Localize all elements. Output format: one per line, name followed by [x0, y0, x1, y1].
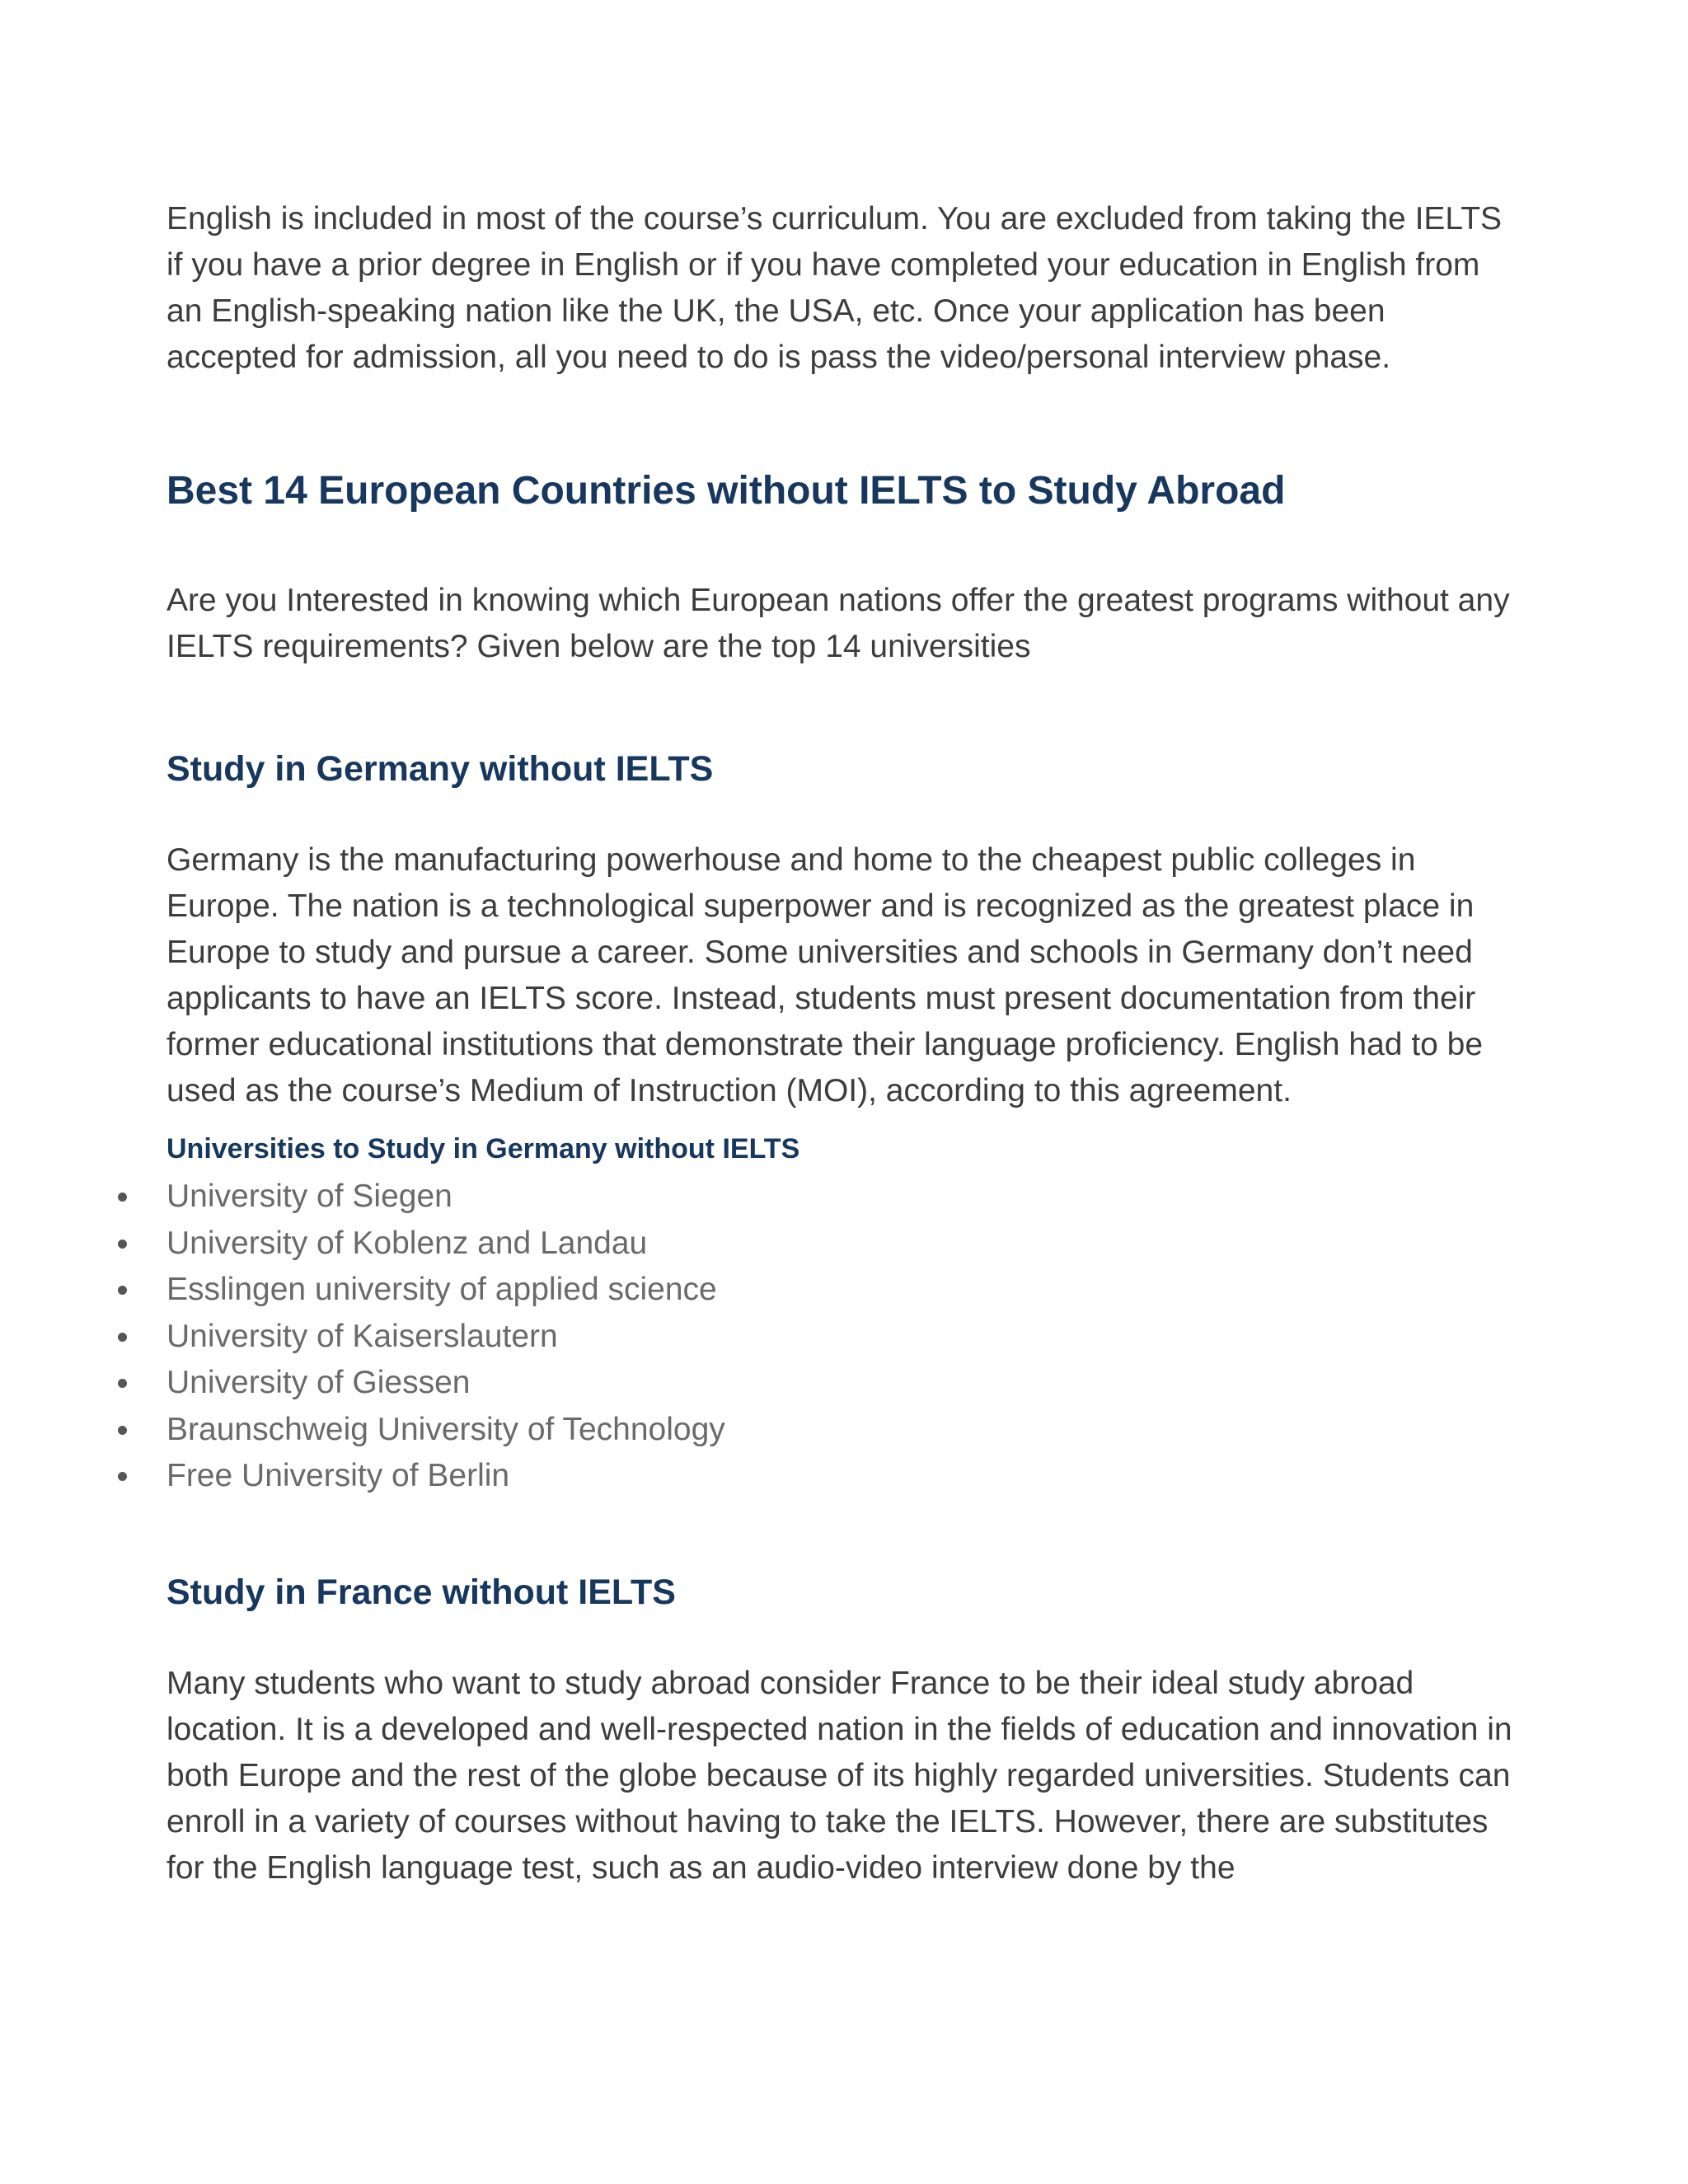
bullet-icon	[118, 1426, 127, 1435]
list-item	[166, 1267, 1518, 1314]
bullet-icon	[118, 1286, 127, 1295]
list-item-label: University of Koblenz and Landau	[166, 1225, 648, 1261]
main-heading: Best 14 European Countries without IELTS to Study Abroad	[166, 469, 1286, 513]
list-item	[166, 1221, 1518, 1268]
list-item	[166, 1407, 1518, 1454]
bullet-icon	[118, 1379, 127, 1388]
main-intro-paragraph: Are you Interested in knowing which European nations offer the greatest programs without any IELTS requirements? Given below are the top 14 universities	[166, 583, 1510, 664]
list-item-label: University of Giessen	[166, 1365, 471, 1400]
intro-paragraph: English is included in most of the course’s curriculum. You are excluded from taking the IELTS if you have a prior degree in English or if you have completed your education in English from an English-speaking nation like the UK, the USA, etc. Once your application has been accepted for admission, all you need to do is pass the video/personal interview phase.	[166, 201, 1503, 375]
germany-heading: Study in Germany without IELTS	[166, 749, 714, 789]
bullet-icon	[118, 1333, 127, 1342]
list-item	[166, 1453, 1518, 1500]
list-item	[166, 1360, 1518, 1407]
france-heading: Study in France without IELTS	[166, 1572, 676, 1612]
page-content	[166, 196, 1518, 1891]
bullet-icon	[118, 1240, 127, 1249]
list-item-label: University of Kaiserslautern	[166, 1318, 558, 1354]
bullet-icon	[118, 1193, 127, 1202]
list-item	[166, 1314, 1518, 1361]
list-item-label: University of Siegen	[166, 1179, 452, 1214]
france-paragraph: Many students who want to study abroad consider France to be their ideal study abroad location. It is a developed and well-respected nation in the fields of education and innovation in both Europe and the rest of the globe because of its highly regarded universities. Students can enroll in a variety of courses without having to take the IELTS. However, there are substitutes for the English language test, such as an audio-video interview done by the	[166, 1665, 1512, 1886]
bullet-icon	[118, 1472, 127, 1481]
list-item-label: Esslingen university of applied science	[166, 1272, 717, 1307]
germany-paragraph: Germany is the manufacturing powerhouse and home to the cheapest public colleges in Europe. The nation is a technological superpower and is recognized as the greatest place in Europe to study and pursue a career. Some universities and schools in Germany don’t need applicants to have an IELTS score. Instead, students must present documentation from their former educational institutions that demonstrate their language proficiency. English had to be used as the course’s Medium of Instruction (MOI), according to this agreement.	[166, 842, 1484, 1108]
germany-universities-list	[166, 1174, 1518, 1500]
list-item-label: Free University of Berlin	[166, 1458, 510, 1493]
list-item-label: Braunschweig University of Technology	[166, 1411, 725, 1447]
germany-universities-heading: Universities to Study in Germany without IELTS	[166, 1133, 800, 1165]
list-item	[166, 1174, 1518, 1221]
